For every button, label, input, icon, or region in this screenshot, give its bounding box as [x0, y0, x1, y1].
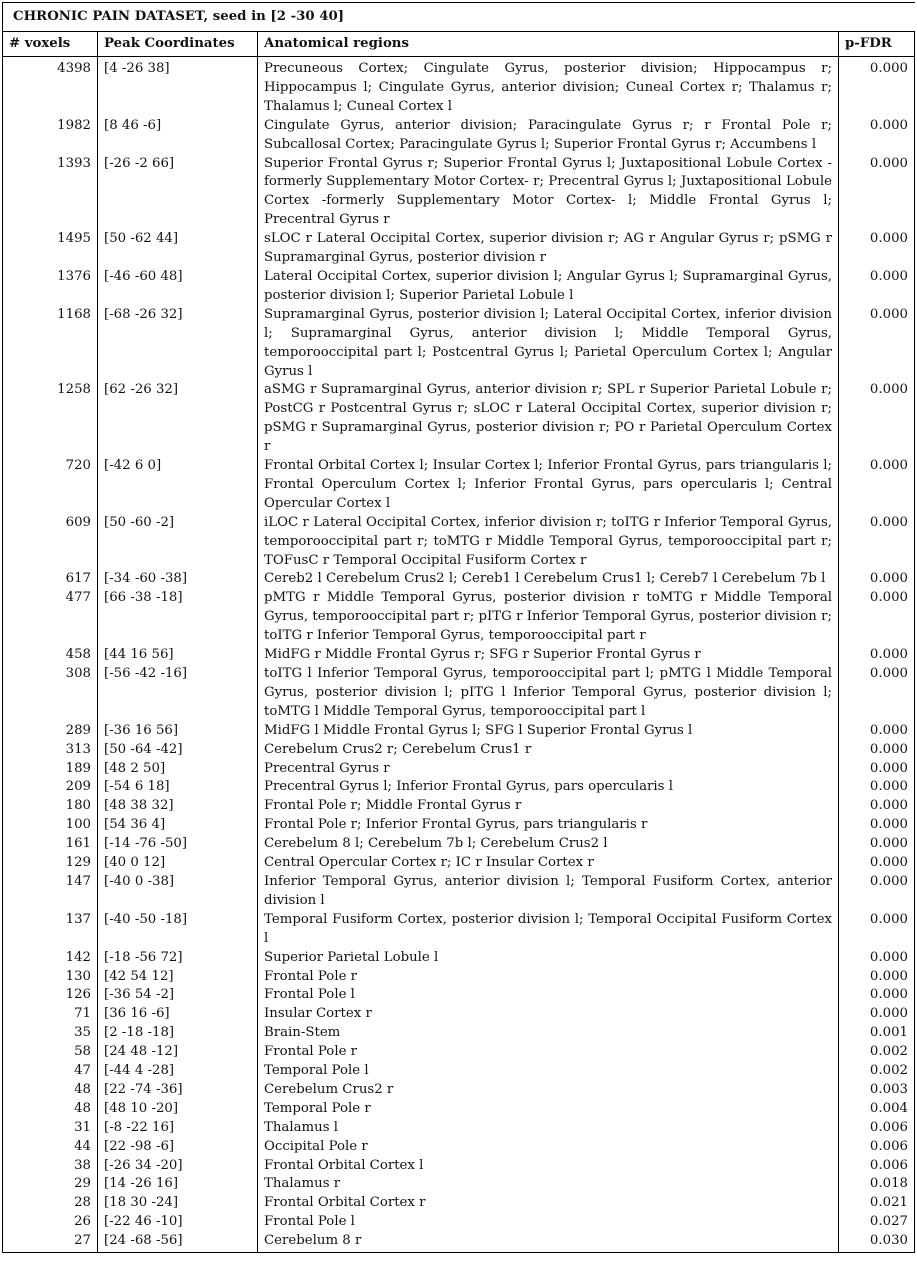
voxel-count-cell: 100 [3, 816, 98, 835]
voxel-count-cell: 38 [3, 1157, 98, 1176]
voxel-count-cell: 48 [3, 1081, 98, 1100]
p-fdr-cell: 0.000 [839, 230, 915, 268]
p-fdr-cell: 0.000 [839, 117, 915, 155]
table-row [3, 570, 915, 589]
voxel-count-cell: 1393 [3, 155, 98, 231]
header-p-fdr: p-FDR [839, 32, 915, 57]
p-fdr-cell: 0.000 [839, 646, 915, 665]
table-row [3, 1157, 915, 1176]
table-row [3, 968, 915, 987]
p-fdr-cell: 0.000 [839, 741, 915, 760]
table-row [3, 873, 915, 911]
table-row [3, 1081, 915, 1100]
voxel-count-cell: 29 [3, 1175, 98, 1194]
anatomical-regions-cell: Cerebelum 8 r [258, 1232, 839, 1252]
anatomical-regions-cell: Frontal Orbital Cortex r [258, 1194, 839, 1213]
p-fdr-cell: 0.000 [839, 665, 915, 722]
voxel-count-cell: 161 [3, 835, 98, 854]
table-row [3, 1175, 915, 1194]
table-row [3, 911, 915, 949]
voxel-count-cell: 47 [3, 1062, 98, 1081]
voxel-count-cell: 720 [3, 457, 98, 514]
peak-coordinates-cell: [66 -38 -18] [98, 589, 258, 646]
anatomical-regions-cell: aSMG r Supramarginal Gyrus, anterior division r; SPL r Superior Parietal Lobule r; PostCG r Postcentral Gyrus r; sLOC r Lateral Occipital Cortex, superior division r; pSMG r Supramarginal Gyrus, posterior division r; PO r Parietal Operculum Cortex r [258, 381, 839, 457]
p-fdr-cell: 0.000 [839, 778, 915, 797]
table-row [3, 1213, 915, 1232]
anatomical-regions-cell: Cerebelum 8 l; Cerebelum 7b l; Cerebelum Crus2 l [258, 835, 839, 854]
voxel-count-cell: 26 [3, 1213, 98, 1232]
peak-coordinates-cell: [-22 46 -10] [98, 1213, 258, 1232]
voxel-count-cell: 308 [3, 665, 98, 722]
peak-coordinates-cell: [36 16 -6] [98, 1005, 258, 1024]
voxel-count-cell: 617 [3, 570, 98, 589]
peak-coordinates-cell: [-26 -2 66] [98, 155, 258, 231]
anatomical-regions-cell: Precentral Gyrus l; Inferior Frontal Gyrus, pars opercularis l [258, 778, 839, 797]
p-fdr-cell: 0.000 [839, 1005, 915, 1024]
p-fdr-cell: 0.002 [839, 1043, 915, 1062]
table-row [3, 722, 915, 741]
peak-coordinates-cell: [40 0 12] [98, 854, 258, 873]
voxel-count-cell: 180 [3, 797, 98, 816]
peak-coordinates-cell: [62 -26 32] [98, 381, 258, 457]
voxel-count-cell: 189 [3, 760, 98, 779]
p-fdr-cell: 0.000 [839, 570, 915, 589]
anatomical-regions-cell: Precentral Gyrus r [258, 760, 839, 779]
anatomical-regions-cell: Superior Frontal Gyrus r; Superior Frontal Gyrus l; Juxtapositional Lobule Cortex -formerly Supplementary Motor Cortex- r; Precentral Gyrus l; Juxtapositional Lobule Cortex -formerly Supplementary Motor Cortex- l; Middle Frontal Gyrus l; Precentral Gyrus r [258, 155, 839, 231]
anatomical-regions-cell: Frontal Orbital Cortex l; Insular Cortex l; Inferior Frontal Gyrus, pars triangularis l; Frontal Operculum Cortex l; Inferior Frontal Gyrus, pars opercularis l; Central Opercular Cortex l [258, 457, 839, 514]
voxel-count-cell: 313 [3, 741, 98, 760]
table-row [3, 457, 915, 514]
table-row [3, 1005, 915, 1024]
peak-coordinates-cell: [-42 6 0] [98, 457, 258, 514]
p-fdr-cell: 0.018 [839, 1175, 915, 1194]
peak-coordinates-cell: [-46 -60 48] [98, 268, 258, 306]
table-title: CHRONIC PAIN DATASET, seed in [2 -30 40] [3, 3, 915, 32]
table-row [3, 1194, 915, 1213]
peak-coordinates-cell: [-54 6 18] [98, 778, 258, 797]
table-title-row [3, 3, 915, 32]
peak-coordinates-cell: [50 -60 -2] [98, 514, 258, 571]
table-row [3, 230, 915, 268]
p-fdr-cell: 0.000 [839, 381, 915, 457]
anatomical-regions-cell: Temporal Pole r [258, 1100, 839, 1119]
table-body [3, 60, 915, 1253]
table-row [3, 1119, 915, 1138]
anatomical-regions-cell: Frontal Orbital Cortex l [258, 1157, 839, 1176]
peak-coordinates-cell: [44 16 56] [98, 646, 258, 665]
voxel-count-cell: 609 [3, 514, 98, 571]
peak-coordinates-cell: [-36 16 56] [98, 722, 258, 741]
anatomical-regions-cell: MidFG r Middle Frontal Gyrus r; SFG r Superior Frontal Gyrus r [258, 646, 839, 665]
anatomical-regions-cell: Brain-Stem [258, 1024, 839, 1043]
anatomical-regions-cell: Frontal Pole r; Middle Frontal Gyrus r [258, 797, 839, 816]
anatomical-regions-cell: Cingulate Gyrus, anterior division; Paracingulate Gyrus r; r Frontal Pole r; Subcallosal Cortex; Paracingulate Gyrus l; Superior Frontal Gyrus r; Accumbens l [258, 117, 839, 155]
peak-coordinates-cell: [18 30 -24] [98, 1194, 258, 1213]
voxel-count-cell: 4398 [3, 60, 98, 117]
voxel-count-cell: 126 [3, 986, 98, 1005]
p-fdr-cell: 0.000 [839, 760, 915, 779]
anatomical-regions-cell: Temporal Fusiform Cortex, posterior division l; Temporal Occipital Fusiform Cortex l [258, 911, 839, 949]
anatomical-regions-cell: Insular Cortex r [258, 1005, 839, 1024]
peak-coordinates-cell: [48 2 50] [98, 760, 258, 779]
table-row [3, 268, 915, 306]
peak-coordinates-cell: [24 48 -12] [98, 1043, 258, 1062]
anatomical-regions-cell: Thalamus r [258, 1175, 839, 1194]
peak-coordinates-cell: [-56 -42 -16] [98, 665, 258, 722]
anatomical-regions-cell: MidFG l Middle Frontal Gyrus l; SFG l Superior Frontal Gyrus l [258, 722, 839, 741]
peak-coordinates-cell: [-34 -60 -38] [98, 570, 258, 589]
peak-coordinates-cell: [-68 -26 32] [98, 306, 258, 382]
voxel-count-cell: 35 [3, 1024, 98, 1043]
peak-coordinates-cell: [-44 4 -28] [98, 1062, 258, 1081]
voxel-count-cell: 458 [3, 646, 98, 665]
p-fdr-cell: 0.000 [839, 589, 915, 646]
peak-coordinates-cell: [24 -68 -56] [98, 1232, 258, 1252]
p-fdr-cell: 0.002 [839, 1062, 915, 1081]
table-row [3, 514, 915, 571]
table-row [3, 760, 915, 779]
p-fdr-cell: 0.003 [839, 1081, 915, 1100]
table-header-row [3, 32, 915, 57]
anatomical-regions-cell: Supramarginal Gyrus, posterior division l; Lateral Occipital Cortex, inferior division l; Supramarginal Gyrus, anterior division l; Middle Temporal Gyrus, temporooccipital part l; Postcentral Gyrus l; Parietal Operculum Cortex l; Angular Gyrus l [258, 306, 839, 382]
peak-coordinates-cell: [-40 0 -38] [98, 873, 258, 911]
anatomical-regions-cell: Frontal Pole r; Inferior Frontal Gyrus, pars triangularis r [258, 816, 839, 835]
peak-coordinates-cell: [8 46 -6] [98, 117, 258, 155]
peak-coordinates-cell: [4 -26 38] [98, 60, 258, 117]
anatomical-regions-cell: Frontal Pole l [258, 1213, 839, 1232]
table-row [3, 1232, 915, 1252]
p-fdr-cell: 0.000 [839, 155, 915, 231]
p-fdr-cell: 0.030 [839, 1232, 915, 1252]
peak-coordinates-cell: [22 -98 -6] [98, 1138, 258, 1157]
voxel-count-cell: 44 [3, 1138, 98, 1157]
p-fdr-cell: 0.000 [839, 457, 915, 514]
voxel-count-cell: 1168 [3, 306, 98, 382]
voxel-count-cell: 28 [3, 1194, 98, 1213]
p-fdr-cell: 0.006 [839, 1138, 915, 1157]
table-row [3, 1100, 915, 1119]
anatomical-regions-cell: Temporal Pole l [258, 1062, 839, 1081]
p-fdr-cell: 0.000 [839, 268, 915, 306]
anatomical-regions-cell: Cerebelum Crus2 r [258, 1081, 839, 1100]
p-fdr-cell: 0.004 [839, 1100, 915, 1119]
voxel-count-cell: 209 [3, 778, 98, 797]
table-row [3, 646, 915, 665]
p-fdr-cell: 0.000 [839, 949, 915, 968]
peak-coordinates-cell: [-8 -22 16] [98, 1119, 258, 1138]
table-row [3, 155, 915, 231]
voxel-count-cell: 31 [3, 1119, 98, 1138]
table-row [3, 741, 915, 760]
table-row [3, 854, 915, 873]
voxel-count-cell: 27 [3, 1232, 98, 1252]
header-anatomical-regions: Anatomical regions [258, 32, 839, 57]
table-row [3, 1138, 915, 1157]
voxel-count-cell: 142 [3, 949, 98, 968]
peak-coordinates-cell: [54 36 4] [98, 816, 258, 835]
table-row [3, 1062, 915, 1081]
anatomical-regions-cell: toITG l Inferior Temporal Gyrus, temporooccipital part l; pMTG l Middle Temporal Gyrus, posterior division l; pITG l Inferior Temporal Gyrus, posterior division l; toMTG l Middle Temporal Gyrus, temporooccipital part l [258, 665, 839, 722]
anatomical-regions-cell: Thalamus l [258, 1119, 839, 1138]
p-fdr-cell: 0.001 [839, 1024, 915, 1043]
anatomical-regions-cell: Superior Parietal Lobule l [258, 949, 839, 968]
table-row [3, 589, 915, 646]
anatomical-regions-cell: Frontal Pole r [258, 1043, 839, 1062]
header-voxels: # voxels [3, 32, 98, 57]
p-fdr-cell: 0.000 [839, 911, 915, 949]
p-fdr-cell: 0.006 [839, 1157, 915, 1176]
anatomical-regions-cell: Precuneous Cortex; Cingulate Gyrus, posterior division; Hippocampus r; Hippocampus l; Cingulate Gyrus, anterior division; Cuneal Cortex r; Thalamus r; Thalamus l; Cuneal Cortex l [258, 60, 839, 117]
peak-coordinates-cell: [42 54 12] [98, 968, 258, 987]
table-row [3, 986, 915, 1005]
peak-coordinates-cell: [50 -64 -42] [98, 741, 258, 760]
anatomical-regions-cell: Occipital Pole r [258, 1138, 839, 1157]
peak-coordinates-cell: [-18 -56 72] [98, 949, 258, 968]
peak-coordinates-cell: [14 -26 16] [98, 1175, 258, 1194]
p-fdr-cell: 0.006 [839, 1119, 915, 1138]
anatomical-regions-cell: Inferior Temporal Gyrus, anterior division l; Temporal Fusiform Cortex, anterior division l [258, 873, 839, 911]
p-fdr-cell: 0.000 [839, 306, 915, 382]
table-row [3, 816, 915, 835]
anatomical-regions-cell: pMTG r Middle Temporal Gyrus, posterior division r toMTG r Middle Temporal Gyrus, temporooccipital part r; pITG r Inferior Temporal Gyrus, posterior division r; toITG r Inferior Temporal Gyrus, temporooccipital part r [258, 589, 839, 646]
table-row [3, 949, 915, 968]
voxel-count-cell: 1376 [3, 268, 98, 306]
table-row [3, 665, 915, 722]
table-row [3, 835, 915, 854]
voxel-count-cell: 147 [3, 873, 98, 911]
p-fdr-cell: 0.000 [839, 873, 915, 911]
voxel-count-cell: 1258 [3, 381, 98, 457]
peak-coordinates-cell: [-14 -76 -50] [98, 835, 258, 854]
voxel-count-cell: 71 [3, 1005, 98, 1024]
peak-coordinates-cell: [22 -74 -36] [98, 1081, 258, 1100]
anatomical-regions-cell: Cerebelum Crus2 r; Cerebelum Crus1 r [258, 741, 839, 760]
peak-coordinates-cell: [-36 54 -2] [98, 986, 258, 1005]
p-fdr-cell: 0.000 [839, 968, 915, 987]
peak-coordinates-cell: [-40 -50 -18] [98, 911, 258, 949]
anatomical-regions-cell: Frontal Pole r [258, 968, 839, 987]
results-table [2, 2, 915, 1253]
table-row [3, 797, 915, 816]
table-row [3, 1043, 915, 1062]
peak-coordinates-cell: [50 -62 44] [98, 230, 258, 268]
header-peak-coordinates: Peak Coordinates [98, 32, 258, 57]
anatomical-regions-cell: Lateral Occipital Cortex, superior division l; Angular Gyrus l; Supramarginal Gyrus, posterior division l; Superior Parietal Lobule l [258, 268, 839, 306]
voxel-count-cell: 48 [3, 1100, 98, 1119]
anatomical-regions-cell: iLOC r Lateral Occipital Cortex, inferior division r; toITG r Inferior Temporal Gyrus, temporooccipital part r; toMTG r Middle Temporal Gyrus, temporooccipital part r; TOFusC r Temporal Occipital Fusiform Cortex r [258, 514, 839, 571]
anatomical-regions-cell: sLOC r Lateral Occipital Cortex, superior division r; AG r Angular Gyrus r; pSMG r Supramarginal Gyrus, posterior division r [258, 230, 839, 268]
anatomical-regions-cell: Cereb2 l Cerebelum Crus2 l; Cereb1 l Cerebelum Crus1 l; Cereb7 l Cerebelum 7b l [258, 570, 839, 589]
p-fdr-cell: 0.000 [839, 722, 915, 741]
p-fdr-cell: 0.000 [839, 60, 915, 117]
p-fdr-cell: 0.021 [839, 1194, 915, 1213]
voxel-count-cell: 477 [3, 589, 98, 646]
p-fdr-cell: 0.000 [839, 514, 915, 571]
p-fdr-cell: 0.000 [839, 816, 915, 835]
anatomical-regions-cell: Frontal Pole l [258, 986, 839, 1005]
voxel-count-cell: 289 [3, 722, 98, 741]
voxel-count-cell: 1495 [3, 230, 98, 268]
table-row [3, 306, 915, 382]
anatomical-regions-cell: Central Opercular Cortex r; IC r Insular Cortex r [258, 854, 839, 873]
p-fdr-cell: 0.000 [839, 797, 915, 816]
peak-coordinates-cell: [2 -18 -18] [98, 1024, 258, 1043]
peak-coordinates-cell: [48 10 -20] [98, 1100, 258, 1119]
voxel-count-cell: 130 [3, 968, 98, 987]
voxel-count-cell: 137 [3, 911, 98, 949]
peak-coordinates-cell: [48 38 32] [98, 797, 258, 816]
table-row [3, 1024, 915, 1043]
p-fdr-cell: 0.000 [839, 854, 915, 873]
p-fdr-cell: 0.027 [839, 1213, 915, 1232]
p-fdr-cell: 0.000 [839, 835, 915, 854]
table-row [3, 381, 915, 457]
voxel-count-cell: 58 [3, 1043, 98, 1062]
voxel-count-cell: 1982 [3, 117, 98, 155]
table-row [3, 778, 915, 797]
p-fdr-cell: 0.000 [839, 986, 915, 1005]
voxel-count-cell: 129 [3, 854, 98, 873]
table-row [3, 117, 915, 155]
table-row [3, 60, 915, 117]
peak-coordinates-cell: [-26 34 -20] [98, 1157, 258, 1176]
